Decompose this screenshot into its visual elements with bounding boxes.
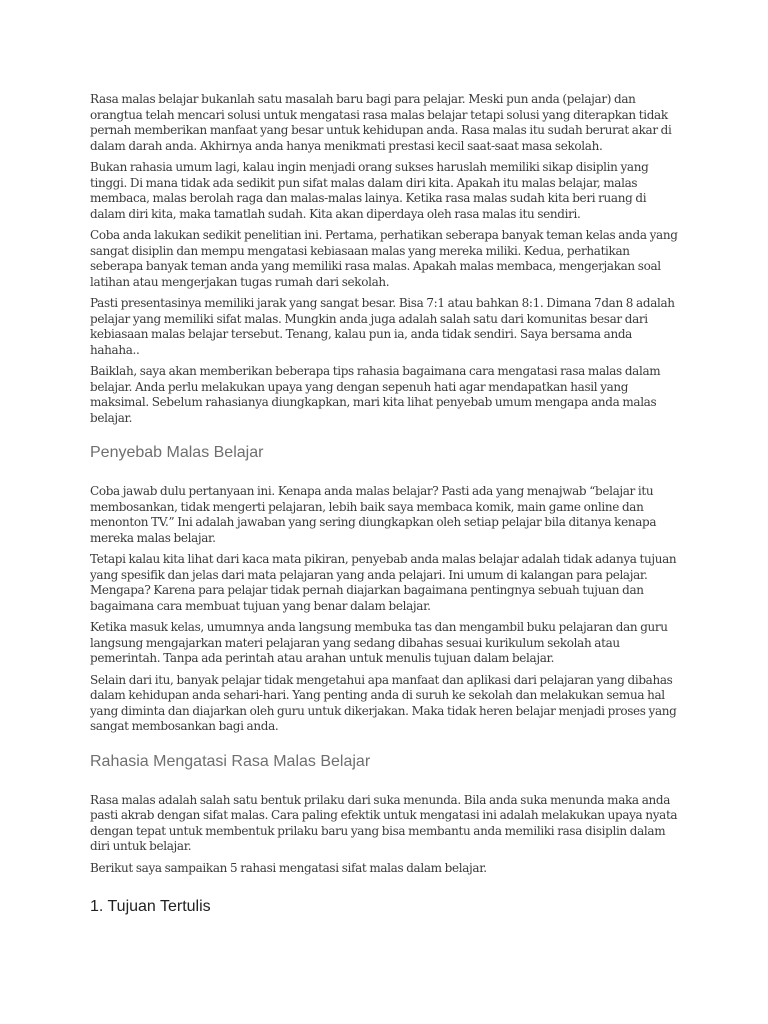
section-heading-rahasia: Rahasia Mengatasi Rasa Malas Belajar <box>90 752 371 770</box>
intro-paragraph-2: Bukan rahasia umum lagi, kalau ingin menjadi orang sukses haruslah memiliki sikap disiplin yang tinggi. Di mana tidak ada sedikit pun sifat malas dalam diri kita. Apakah itu malas belajar, malas membaca, malas berolah raga dan malas-malas lainya. Ketika rasa malas sudah kita beri ruang di dalam diri kita, maka tamatlah sudah. Kita akan diperdaya oleh rasa malas itu sendiri. <box>90 160 649 221</box>
section1-paragraph-4: Selain dari itu, banyak pelajar tidak mengetahui apa manfaat dan aplikasi dari pelajaran yang dibahas dalam kehidupan anda sehari-hari. Yang penting anda di suruh ke sekolah dan melakukan semua hal yang diminta dan diajarkan oleh guru untuk dikerjakan. Maka tidak heren belajar menjadi proses yang sangat membosankan bagi anda. <box>90 672 677 733</box>
section2-paragraph-1: Rasa malas adalah salah satu bentuk prilaku dari suka menunda. Bila anda suka menunda maka anda pasti akrab dengan sifat malas. Cara paling efektik untuk mengatasi ini adalah melakukan upaya nyata dengan tepat untuk membentuk prilaku baru yang bisa membantu anda memiliki rasa disiplin dalam diri untuk belajar. <box>90 792 678 853</box>
subsection-heading-tujuan-tertulis: 1. Tujuan Tertulis <box>90 898 211 915</box>
intro-paragraph-4: Pasti presentasinya memiliki jarak yang sangat besar. Bisa 7:1 atau bahkan 8:1. Dimana 7dan 8 adalah pelajar yang memiliki sifat malas. Mungkin anda juga adalah salah satu dari komunitas besar dari kebiasaan malas belajar tersebut. Tenang, kalau pun ia, anda tidak sendiri. Saya bersama anda hahaha.. <box>90 296 675 357</box>
intro-paragraph-5: Baiklah, saya akan memberikan beberapa tips rahasia bagaimana cara mengatasi rasa malas dalam belajar. Anda perlu melakukan upaya yang dengan sepenuh hati agar mendapatkan hasil yang maksimal. Sebelum rahasianya diungkapkan, mari kita lihat penyebab umum mengapa anda malas belajar. <box>90 364 661 425</box>
intro-paragraph-1: Rasa malas belajar bukanlah satu masalah baru bagi para pelajar. Meski pun anda (pelajar) dan orangtua telah mencari solusi untuk mengatasi rasa malas belajar tetapi solusi yang diterapkan tidak pernah memberikan manfaat yang besar untuk kehidupan anda. Rasa malas itu sudah berurat akar di dalam darah anda. Akhirnya anda hanya menikmati prestasi kecil saat-saat masa sekolah. <box>90 92 672 153</box>
section1-paragraph-3: Ketika masuk kelas, umumnya anda langsung membuka tas dan mengambil buku pelajaran dan guru langsung mengajarkan materi pelajaran yang sedang dibahas sesuai kurikulum sekolah atau pemerintah. Tanpa ada perintah atau arahan untuk menulis tujuan dalam belajar. <box>90 620 668 665</box>
intro-paragraph-3: Coba anda lakukan sedikit penelitian ini. Pertama, perhatikan seberapa banyak teman kelas anda yang sangat disiplin dan mempu mengatasi kebiasaan malas yang mereka miliki. Kedua, perhatikan seberapa banyak teman anda yang memiliki rasa malas. Apakah malas membaca, mengerjakan soal latihan atau mengerjakan tugas rumah dari sekolah. <box>90 228 678 289</box>
document-page <box>90 92 680 916</box>
section-heading-penyebab: Penyebab Malas Belajar <box>90 444 264 461</box>
section2-paragraph-2: Berikut saya sampaikan 5 rahasi mengatasi sifat malas dalam belajar. <box>90 860 487 875</box>
section1-paragraph-2: Tetapi kalau kita lihat dari kaca mata pikiran, penyebab anda malas belajar adalah tidak adanya tujuan yang spesifik dan jelas dari mata pelajaran yang anda pelajari. Ini umum di kalangan para pelajar. Mengapa? Karena para pelajar tidak pernah diajarkan bagaimana pentingnya sebuah tujuan dan bagaimana cara membuat tujuan yang benar dalam belajar. <box>90 552 677 613</box>
section1-paragraph-1: Coba jawab dulu pertanyaan ini. Kenapa anda malas belajar? Pasti ada yang menajwab “belajar itu membosankan, tidak mengerti pelajaran, lebih baik saya membaca komik, main game online dan menonton TV.” Ini adalah jawaban yang sering diungkapkan oleh setiap pelajar bila ditanya kenapa mereka malas belajar. <box>90 484 657 545</box>
